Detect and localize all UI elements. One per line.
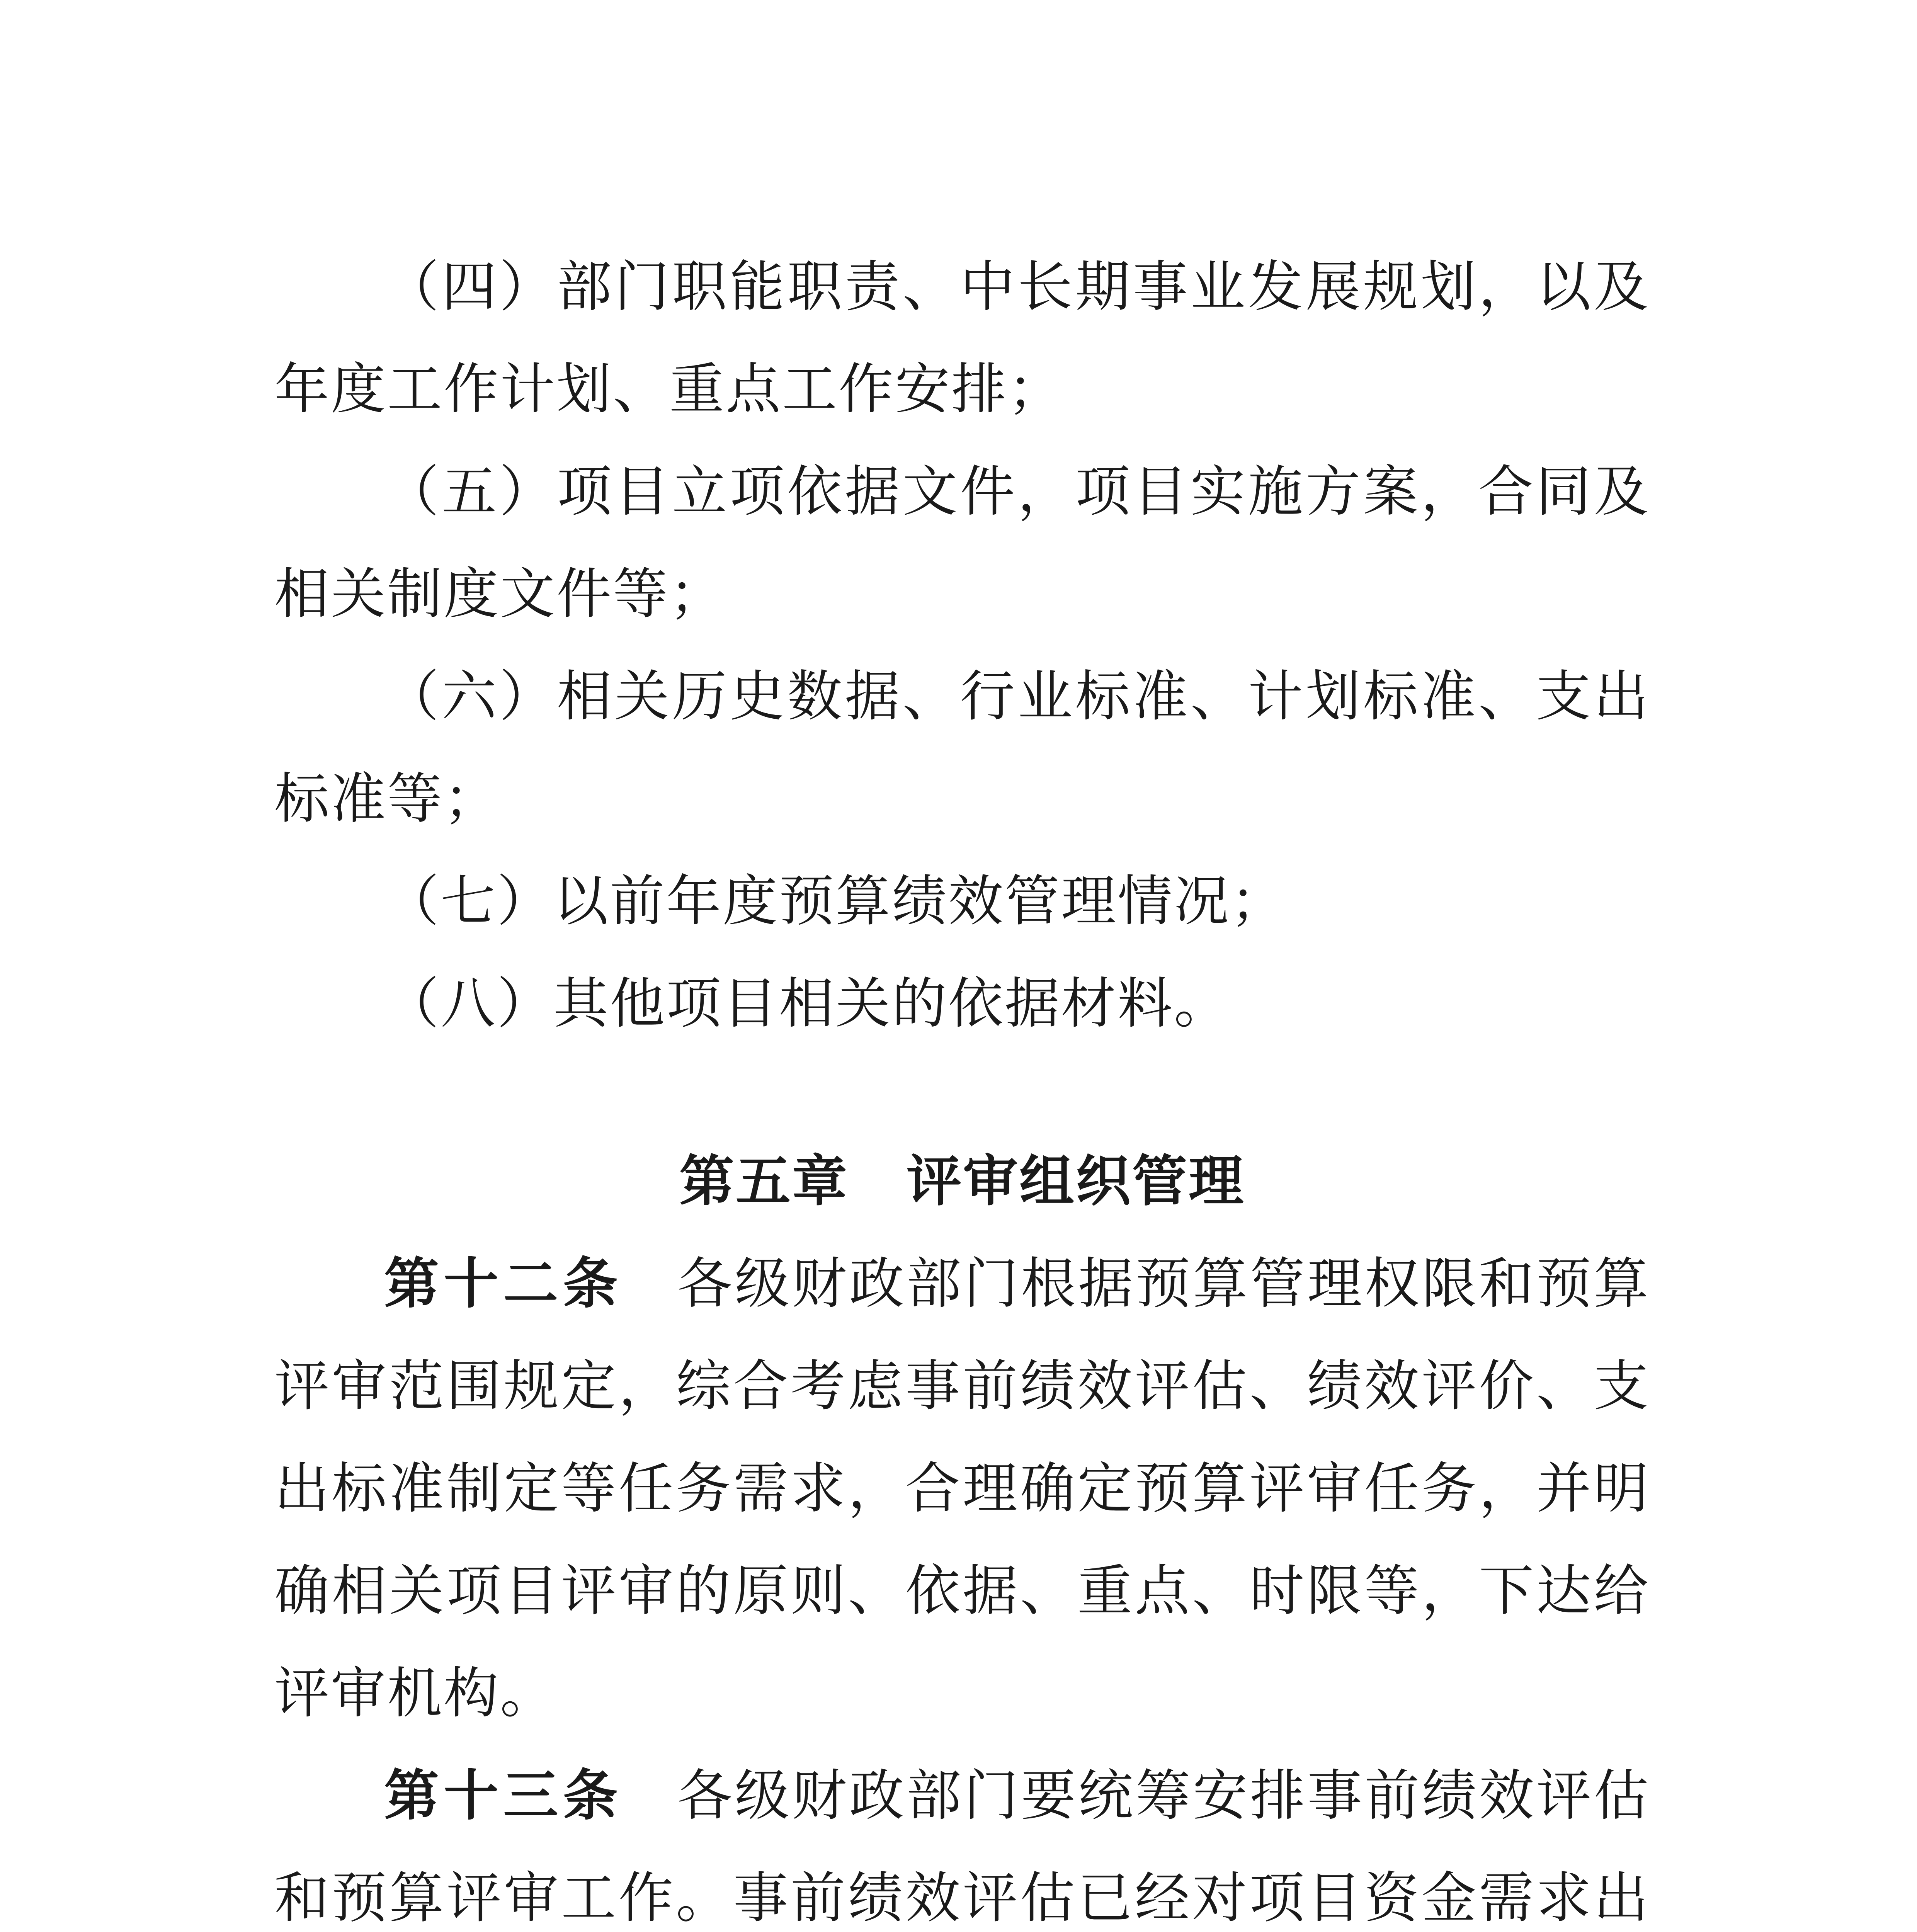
- list-item-8: （八）其他项目相关的依据材料。: [384, 972, 1230, 1036]
- article-number: 第十三条: [384, 1764, 623, 1828]
- document-body: [274, 236, 1650, 1932]
- chapter-spacer: [274, 1055, 1650, 1130]
- chapter-title: 评审组织管理: [907, 1150, 1245, 1213]
- article-12: [274, 1233, 1650, 1745]
- chapter-heading: [274, 1130, 1650, 1233]
- article-text: 各级财政部门根据预算管理权限和预算评审范围规定，综合考虑事前绩效评估、绩效评价、支出标准制定等任务需求，合理确定预算评审任务，并明确相关项目评审的原则、依据、重点、时限等，下达给评审机构。: [274, 1252, 1650, 1725]
- article-number: 第十二条: [384, 1252, 623, 1316]
- list-item-7: （七）以前年度预算绩效管理情况；: [384, 869, 1287, 933]
- list-item-5: （五）项目立项依据文件，项目实施方案，合同及相关制度文件等；: [274, 460, 1650, 626]
- list-item-4: （四）部门职能职责、中长期事业发展规划，以及年度工作计划、重点工作安排；: [274, 255, 1650, 421]
- article-13: [274, 1745, 1650, 1932]
- chapter-number: 第五章: [679, 1150, 849, 1213]
- list-item-6: （六）相关历史数据、行业标准、计划标准、支出标准等；: [274, 665, 1650, 831]
- article-text: 各级财政部门要统筹安排事前绩效评估和预算评审工作。事前绩效评估已经对项目资金需求出: [274, 1764, 1650, 1930]
